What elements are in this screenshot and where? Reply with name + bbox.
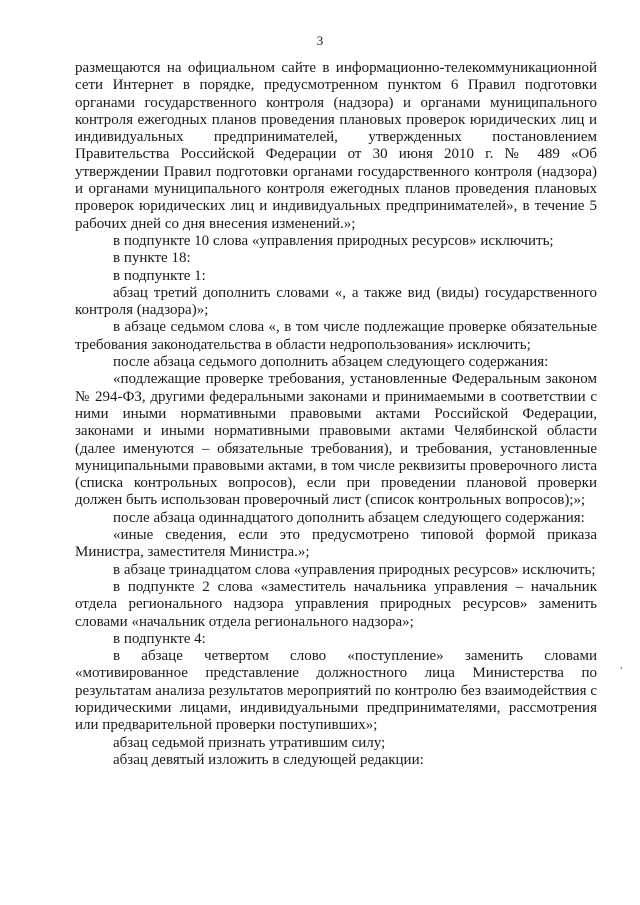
- paragraph: в подпункте 4:: [113, 630, 206, 647]
- paragraph: в подпункте 1:: [113, 267, 206, 284]
- paragraph: абзац третий дополнить словами «, а также вид (виды) государственного контроля (надзора)»;: [75, 284, 597, 319]
- paragraph: в абзаце тринадцатом слова «управления природных ресурсов» исключить;: [113, 561, 596, 578]
- paragraph: после абзаца седьмого дополнить абзацем следующего содержания:: [113, 354, 549, 371]
- paragraph: в пункте 18:: [113, 250, 191, 267]
- paragraph: в подпункте 2 слова «заместитель начальника управления – начальник отдела регионального надзора управления природных ресурсов» заменить словами «начальник отдела регионального надзора»;: [75, 578, 597, 630]
- paragraph: в подпункте 10 слова «управления природных ресурсов» исключить;: [113, 232, 554, 249]
- page-number: 3: [316, 33, 324, 48]
- scan-mark: ,: [620, 660, 623, 671]
- paragraph: абзац седьмой признать утратившим силу;: [113, 734, 386, 751]
- paragraph: «иные сведения, если это предусмотрено типовой формой приказа Министра, заместителя Министра.»;: [75, 527, 597, 561]
- document-body: [75, 60, 597, 769]
- paragraph: абзац девятый изложить в следующей редакции:: [113, 751, 424, 768]
- paragraph: размещаются на официальном сайте в информационно-телекоммуникационной сети Интернет в порядке, предусмотренном пунктом 6 Правил подготовки органами государственного контроля (надзора) и органами муниципального контроля ежегодных планов проведения плановых проверок юридических лиц и индивидуальных предпринимателей, утвержденных постановлением Правительства Российской Федерации от 30 июня 2010 г. № 489 «Об утверждении Правил подготовки органами государственного контроля (надзора) и органами муниципального контроля ежегодных планов проведения плановых проверок юридических лиц и индивидуальных предпринимателей», в течение 5 рабочих дней со дня внесения изменений.»;: [75, 60, 597, 232]
- paragraph: «подлежащие проверке требования, установленные Федеральным законом № 294-ФЗ, другими федеральными законами и принимаемыми в соответствии с ними иными нормативными правовыми актами Российской Федерации, законами и иными нормативными правовыми актами Челябинской области (далее именуются – обязательные требования), и требования, установленные муниципальными правовыми актами, в том числе реквизиты проверочного листа (списка контрольных вопросов), если при проведении плановой проверки должен быть использован проверочный лист (список контрольных вопросов);»;: [75, 371, 597, 509]
- paragraph: после абзаца одиннадцатого дополнить абзацем следующего содержания:: [113, 509, 585, 526]
- paragraph: в абзаце седьмом слова «, в том числе подлежащие проверке обязательные требования законодательства в области недропользования» исключить;: [75, 319, 597, 353]
- paragraph: в абзаце четвертом слово «поступление» заменить словами «мотивированное представление должностного лица Министерства по результатам анализа результатов мероприятий по контролю без взаимодействия с юридическими лицами, индивидуальными предпринимателями, рассмотрения или предварительной проверки поступивших»;: [75, 648, 597, 734]
